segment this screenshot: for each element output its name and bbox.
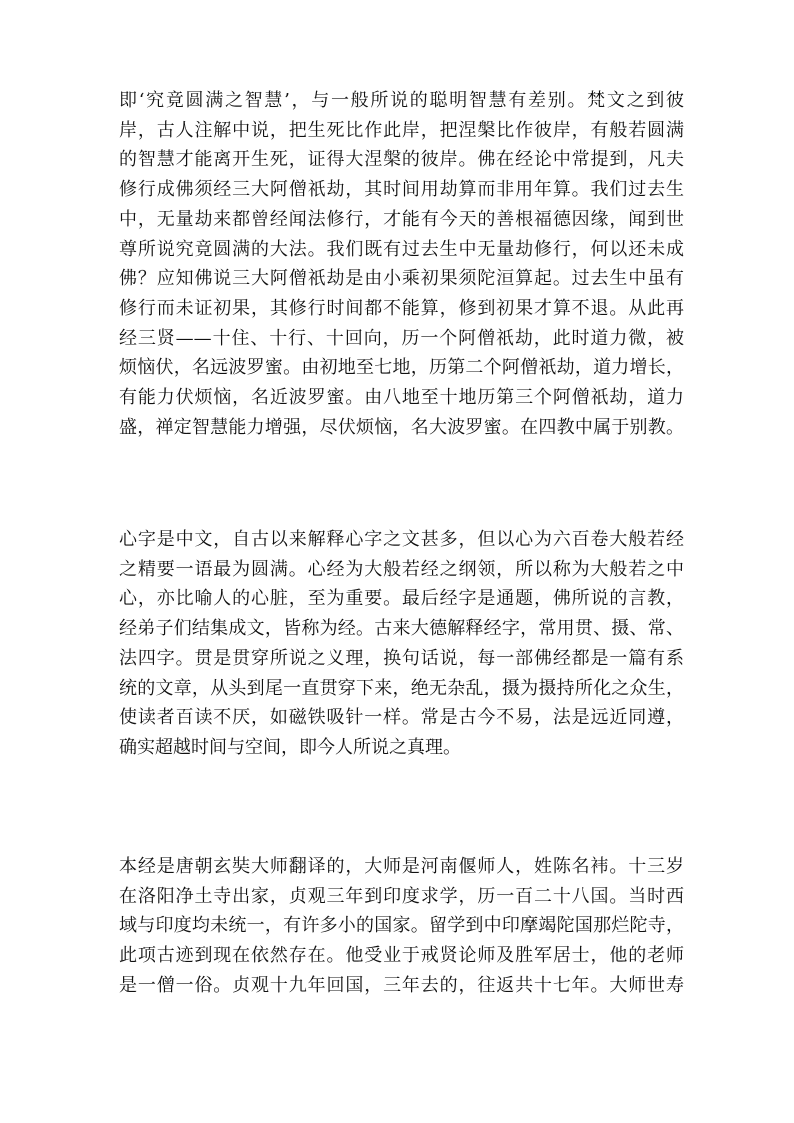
text-line: 此项古迹到现在依然存在。他受业于戒贤论师及胜军居士，他的老师 <box>119 945 684 967</box>
text-line: 盛，禅定智慧能力增强，尽伏烦恼，名大波罗蜜。在四教中属于别教。 <box>119 416 684 438</box>
text-line: 经弟子们结集成文，皆称为经。古来大德解释经字，常用贯、摄、常、 <box>119 618 684 640</box>
text-line: 修行而未证初果，其修行时间都不能算，修到初果才算不退。从此再 <box>119 297 684 319</box>
text-line: 法四字。贯是贯穿所说之义理，换句话说，每一部佛经都是一篇有系 <box>119 647 684 669</box>
text-line: 岸，古人注解中说，把生死比作此岸，把涅槃比作彼岸，有般若圆满 <box>119 119 684 141</box>
text-line: 使读者百读不厌，如磁铁吸针一样。常是古今不易，法是远近同遵， <box>119 707 684 729</box>
text-line: 本经是唐朝玄奘大师翻译的，大师是河南偃师人，姓陈名袆。十三岁 <box>119 856 684 877</box>
text-line: 佛？应知佛说三大阿僧祇劫是由小乘初果须陀洹算起。过去生中虽有 <box>119 268 684 290</box>
text-line: 有能力伏烦恼，名近波罗蜜。由八地至十地历第三个阿僧祇劫，道力 <box>119 387 684 409</box>
text-line: 尊所说究竟圆满的大法。我们既有过去生中无量劫修行，何以还未成 <box>119 238 684 260</box>
text-line: 是一僧一俗。贞观十九年回国，三年去的，往返共十七年。大师世寿 <box>119 974 684 996</box>
text-line: 经三贤——十住、十行、十回向，历一个阿僧祇劫，此时道力微，被 <box>119 327 684 349</box>
text-line: 中，无量劫来都曾经闻法修行，才能有今天的善根福德因缘，闻到世 <box>119 208 684 230</box>
text-line: 统的文章，从头到尾一直贯穿下来，绝无杂乱，摄为摄持所化之众生， <box>119 677 684 699</box>
text-line: 心字是中文，自古以来解释心字之文甚多，但以心为六百卷大般若经 <box>119 529 684 550</box>
text-line: 烦恼伏，名远波罗蜜。由初地至七地，历第二个阿僧祇劫，道力增长， <box>119 357 684 379</box>
paragraph-1 <box>119 86 684 442</box>
text-line: 确实超越时间与空间，即今人所说之真理。 <box>119 736 461 758</box>
paragraph-2 <box>119 525 684 763</box>
text-line: 之精要一语最为圆满。心经为大般若经之纲领，所以称为大般若之中 <box>119 558 684 580</box>
text-line: 在洛阳净土寺出家，贞观三年到印度求学，历一百二十八国。当时西 <box>119 885 684 907</box>
text-line: 域与印度均未统一，有许多小的国家。留学到中印摩竭陀国那烂陀寺， <box>119 915 684 937</box>
text-line: 的智慧才能离开生死，证得大涅槃的彼岸。佛在经论中常提到，凡夫 <box>119 149 684 171</box>
text-line: 即‘究竟圆满之智慧’，与一般所说的聪明智慧有差别。梵文之到彼 <box>119 90 684 111</box>
text-line: 心，亦比喻人的心脏，至为重要。最后经字是通题，佛所说的言教， <box>119 588 684 610</box>
paragraph-3 <box>119 852 684 1001</box>
text-line: 修行成佛须经三大阿僧祇劫，其时间用劫算而非用年算。我们过去生 <box>119 179 684 201</box>
